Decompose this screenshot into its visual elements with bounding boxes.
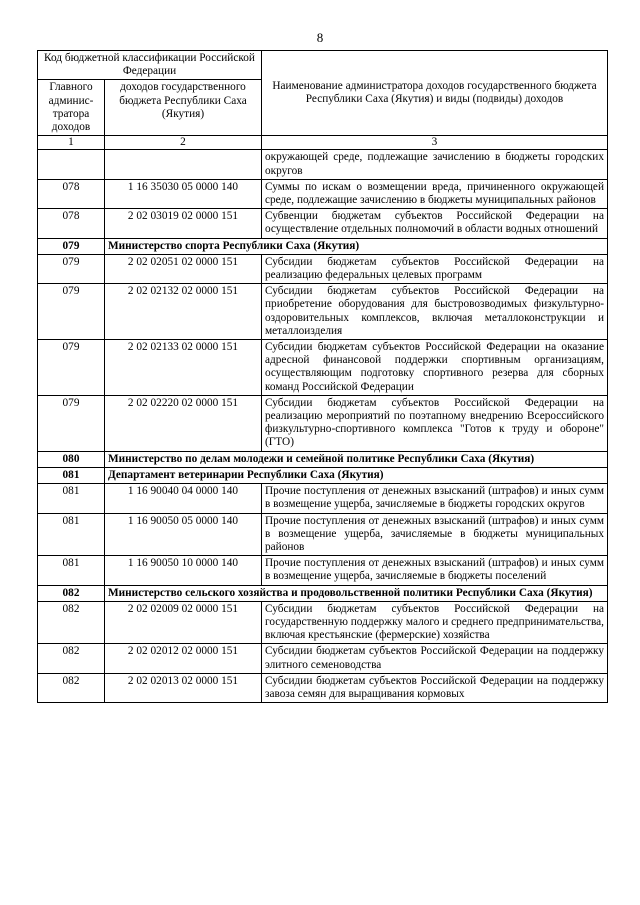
admin-code-cell: 080 [38,451,105,467]
table-row [38,340,608,396]
revenue-name-cell: Субсидии бюджетам субъектов Российской Федерации на поддержку завоза семян для выращивания кормовых [262,673,608,702]
administrator-name-cell: Министерство спорта Республики Саха (Якутия) [105,238,608,254]
revenue-name-cell: Субсидии бюджетам субъектов Российской Федерации на приобретение оборудования для быстровозводимых физкультурно-оздоровительных комплексов, включая металлоконструкции и металлоизделия [262,284,608,340]
table-row [38,601,608,644]
table-header-row [38,51,608,80]
revenue-name-cell: Субвенции бюджетам субъектов Российской Федерации на осуществление отдельных полномочий в области водных отношений [262,209,608,238]
revenue-name-cell: Субсидии бюджетам субъектов Российской Федерации на поддержку элитного семеноводства [262,644,608,673]
column-number-row [38,136,608,150]
revenue-name-cell: Субсидии бюджетам субъектов Российской Федерации на оказание адресной финансовой поддержки спортивным организациям, осуществляющим подготовку спортивного резерва для сборных команд Российской Федерации [262,340,608,396]
revenue-name-cell: Субсидии бюджетам субъектов Российской Федерации на реализацию мероприятий по поэтапному внедрению Всероссийского физкультурно-спортивного комплекса "Готов к труду и обороне" (ГТО) [262,395,608,451]
table-row [38,209,608,238]
admin-code-cell: 079 [38,238,105,254]
revenue-code-cell: 2 02 02051 02 0000 151 [105,254,262,283]
header-col2: доходов государственного бюджета Республики Саха (Якутия) [105,80,262,136]
header-group-title: Код бюджетной классификации Российской Федерации [38,51,262,80]
page-number: 8 [316,30,324,45]
revenue-name-cell: Суммы по искам о возмещении вреда, причиненного окружающей среде, подлежащие зачислению в бюджеты муниципальных районов [262,179,608,208]
table-row [38,150,608,179]
revenue-name-cell: Субсидии бюджетам субъектов Российской Федерации на государственную поддержку малого и среднего предпринимательства, включая крестьянские (фермерские) хозяйства [262,601,608,644]
table-row [38,254,608,283]
section-header-row [38,585,608,601]
revenue-name-cell: окружающей среде, подлежащие зачислению в бюджеты городских округов [262,150,608,179]
admin-code-cell: 082 [38,673,105,702]
header-col3: Наименование администратора доходов государственного бюджета Республики Саха (Якутия) и виды (подвиды) доходов [262,51,608,136]
revenue-code-cell: 2 02 02220 02 0000 151 [105,395,262,451]
revenue-code-cell: 2 02 02013 02 0000 151 [105,673,262,702]
revenue-code-cell: 1 16 90050 10 0000 140 [105,556,262,585]
revenue-code-cell [105,150,262,179]
admin-code-cell: 079 [38,254,105,283]
admin-code-cell: 079 [38,395,105,451]
admin-code-cell: 081 [38,484,105,513]
revenue-code-cell: 1 16 90050 05 0000 140 [105,513,262,556]
admin-code-cell: 079 [38,284,105,340]
admin-code-cell: 081 [38,467,105,483]
section-header-row [38,451,608,467]
administrator-name-cell: Министерство по делам молодежи и семейной политике Республики Саха (Якутия) [105,451,608,467]
table-row [38,644,608,673]
admin-code-cell: 078 [38,209,105,238]
admin-code-cell: 078 [38,179,105,208]
revenue-code-cell: 2 02 02133 02 0000 151 [105,340,262,396]
revenue-code-cell: 1 16 35030 05 0000 140 [105,179,262,208]
section-header-row [38,467,608,483]
admin-code-cell: 082 [38,601,105,644]
table-row [38,513,608,556]
revenue-code-cell: 2 02 02009 02 0000 151 [105,601,262,644]
admin-code-cell: 082 [38,644,105,673]
revenue-name-cell: Прочие поступления от денежных взысканий (штрафов) и иных сумм в возмещение ущерба, зачисляемые в бюджеты поселений [262,556,608,585]
table-row [38,284,608,340]
revenue-code-cell: 2 02 03019 02 0000 151 [105,209,262,238]
admin-code-cell: 079 [38,340,105,396]
revenue-name-cell: Субсидии бюджетам субъектов Российской Федерации на реализацию федеральных целевых программ [262,254,608,283]
revenue-code-cell: 1 16 90040 04 0000 140 [105,484,262,513]
table-row [38,484,608,513]
revenue-code-cell: 2 02 02012 02 0000 151 [105,644,262,673]
table-row [38,395,608,451]
budget-classification-table [37,50,608,703]
revenue-name-cell: Прочие поступления от денежных взысканий (штрафов) и иных сумм в возмещение ущерба, зачисляемые в бюджеты муниципальных районов [262,513,608,556]
admin-code-cell: 081 [38,513,105,556]
section-header-row [38,238,608,254]
table-row [38,673,608,702]
admin-code-cell [38,150,105,179]
admin-code-cell: 082 [38,585,105,601]
revenue-code-cell: 2 02 02132 02 0000 151 [105,284,262,340]
administrator-name-cell: Министерство сельского хозяйства и продовольственной политики Республики Саха (Якутия) [105,585,608,601]
administrator-name-cell: Департамент ветеринарии Республики Саха (Якутия) [105,467,608,483]
admin-code-cell: 081 [38,556,105,585]
table-row [38,179,608,208]
header-col1: Главного админис-тратора доходов [38,80,105,136]
column-number-1: 1 [38,136,105,150]
column-number-2: 2 [105,136,262,150]
table-row [38,556,608,585]
column-number-3: 3 [262,136,608,150]
revenue-name-cell: Прочие поступления от денежных взысканий (штрафов) и иных сумм в возмещение ущерба, зачисляемые в бюджеты городских округов [262,484,608,513]
